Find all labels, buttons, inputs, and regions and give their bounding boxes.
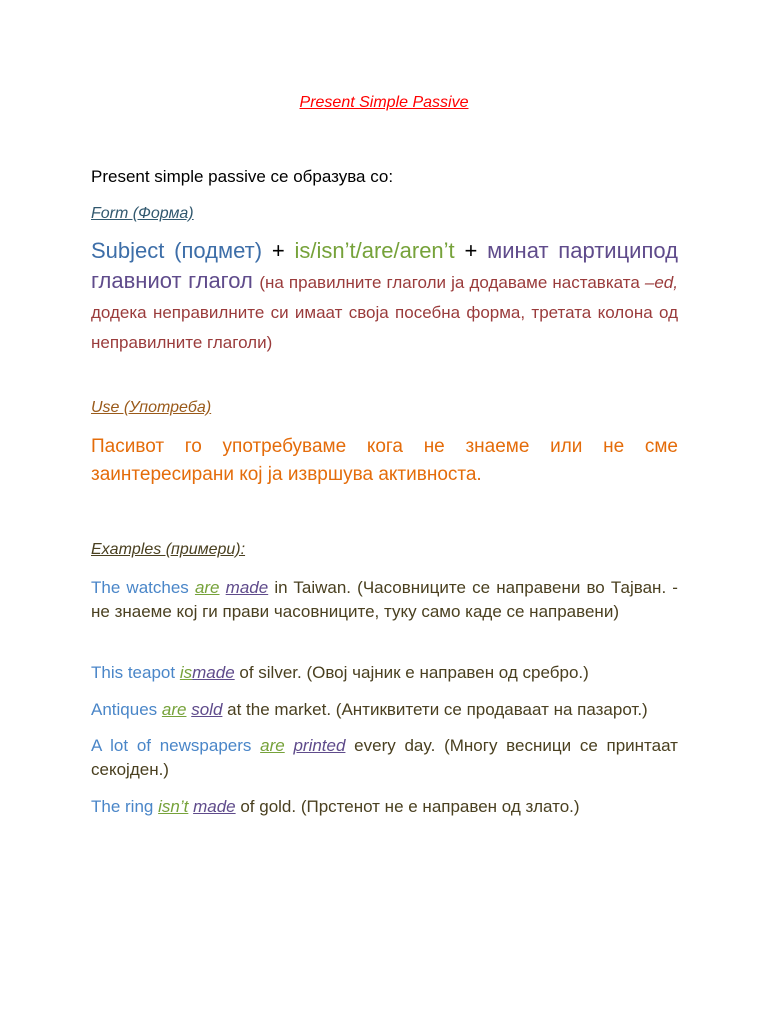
example-rest: of gold. (Прстенот не е направен од злато.) xyxy=(235,797,580,816)
formula-plus: + xyxy=(271,238,285,263)
example-subject: This teapot xyxy=(91,663,176,682)
formula-participle: минат партиципод главниот глагол xyxy=(91,238,678,293)
example-subject: Antiques xyxy=(91,700,158,719)
example-rest: every day. (Многу весници се принтаат секојден.) xyxy=(91,736,678,779)
example-auxiliary: are xyxy=(161,700,187,719)
examples-heading: Examples (примери): xyxy=(91,541,246,558)
example-subject: The ring xyxy=(91,797,154,816)
example-participle: made xyxy=(192,663,235,682)
example-auxiliary: is xyxy=(179,663,193,682)
example-rest: at the market. (Антиквитети се продаваат на пазарот.) xyxy=(222,700,648,719)
example-participle: sold xyxy=(191,700,223,719)
example-subject: The watches xyxy=(91,578,189,597)
formula-note-end: додека неправилните си имаат своја посебна форма, третата колона од неправилните глаголи) xyxy=(91,303,678,352)
example-participle: made xyxy=(225,578,269,597)
example-sentence xyxy=(91,698,678,722)
example-auxiliary: are xyxy=(194,578,220,597)
use-text: Пасивот го употребуваме кога не знаеме или не сме заинтересирани кој ја извршува активноста. xyxy=(91,436,678,485)
example-participle: made xyxy=(193,797,236,816)
form-heading: Form (Форма) xyxy=(91,205,194,222)
example-auxiliary: are xyxy=(260,736,285,755)
example-sentence xyxy=(91,576,678,624)
formula-plus: + xyxy=(464,238,478,263)
example-sentence xyxy=(91,734,678,782)
use-heading: Use (Употреба) xyxy=(91,399,212,416)
example-rest: in Taiwan. (Часовниците се направени во Тајван. - не знаеме кој ги прави часовниците, туку само каде се направени) xyxy=(91,578,678,621)
document-title: Present Simple Passive xyxy=(299,94,469,111)
formula-note-start: (на правилните глаголи ја додаваме наставката xyxy=(259,273,645,292)
formula-subject: Subject (подмет) xyxy=(91,238,263,263)
formula-note-ed: –ed, xyxy=(644,273,678,292)
formula-paragraph xyxy=(91,236,678,356)
example-sentence xyxy=(91,795,678,819)
example-participle: printed xyxy=(293,736,346,755)
example-subject: A lot of newspapers xyxy=(91,736,252,755)
intro-text: Present simple passive се образува со: xyxy=(91,167,394,186)
example-auxiliary: isn’t xyxy=(158,797,189,816)
example-sentence xyxy=(91,661,678,685)
example-rest: of silver. (Овој чајник е направен од сребро.) xyxy=(234,663,589,682)
formula-auxiliaries: is/isn’t/are/aren’t xyxy=(294,238,455,263)
